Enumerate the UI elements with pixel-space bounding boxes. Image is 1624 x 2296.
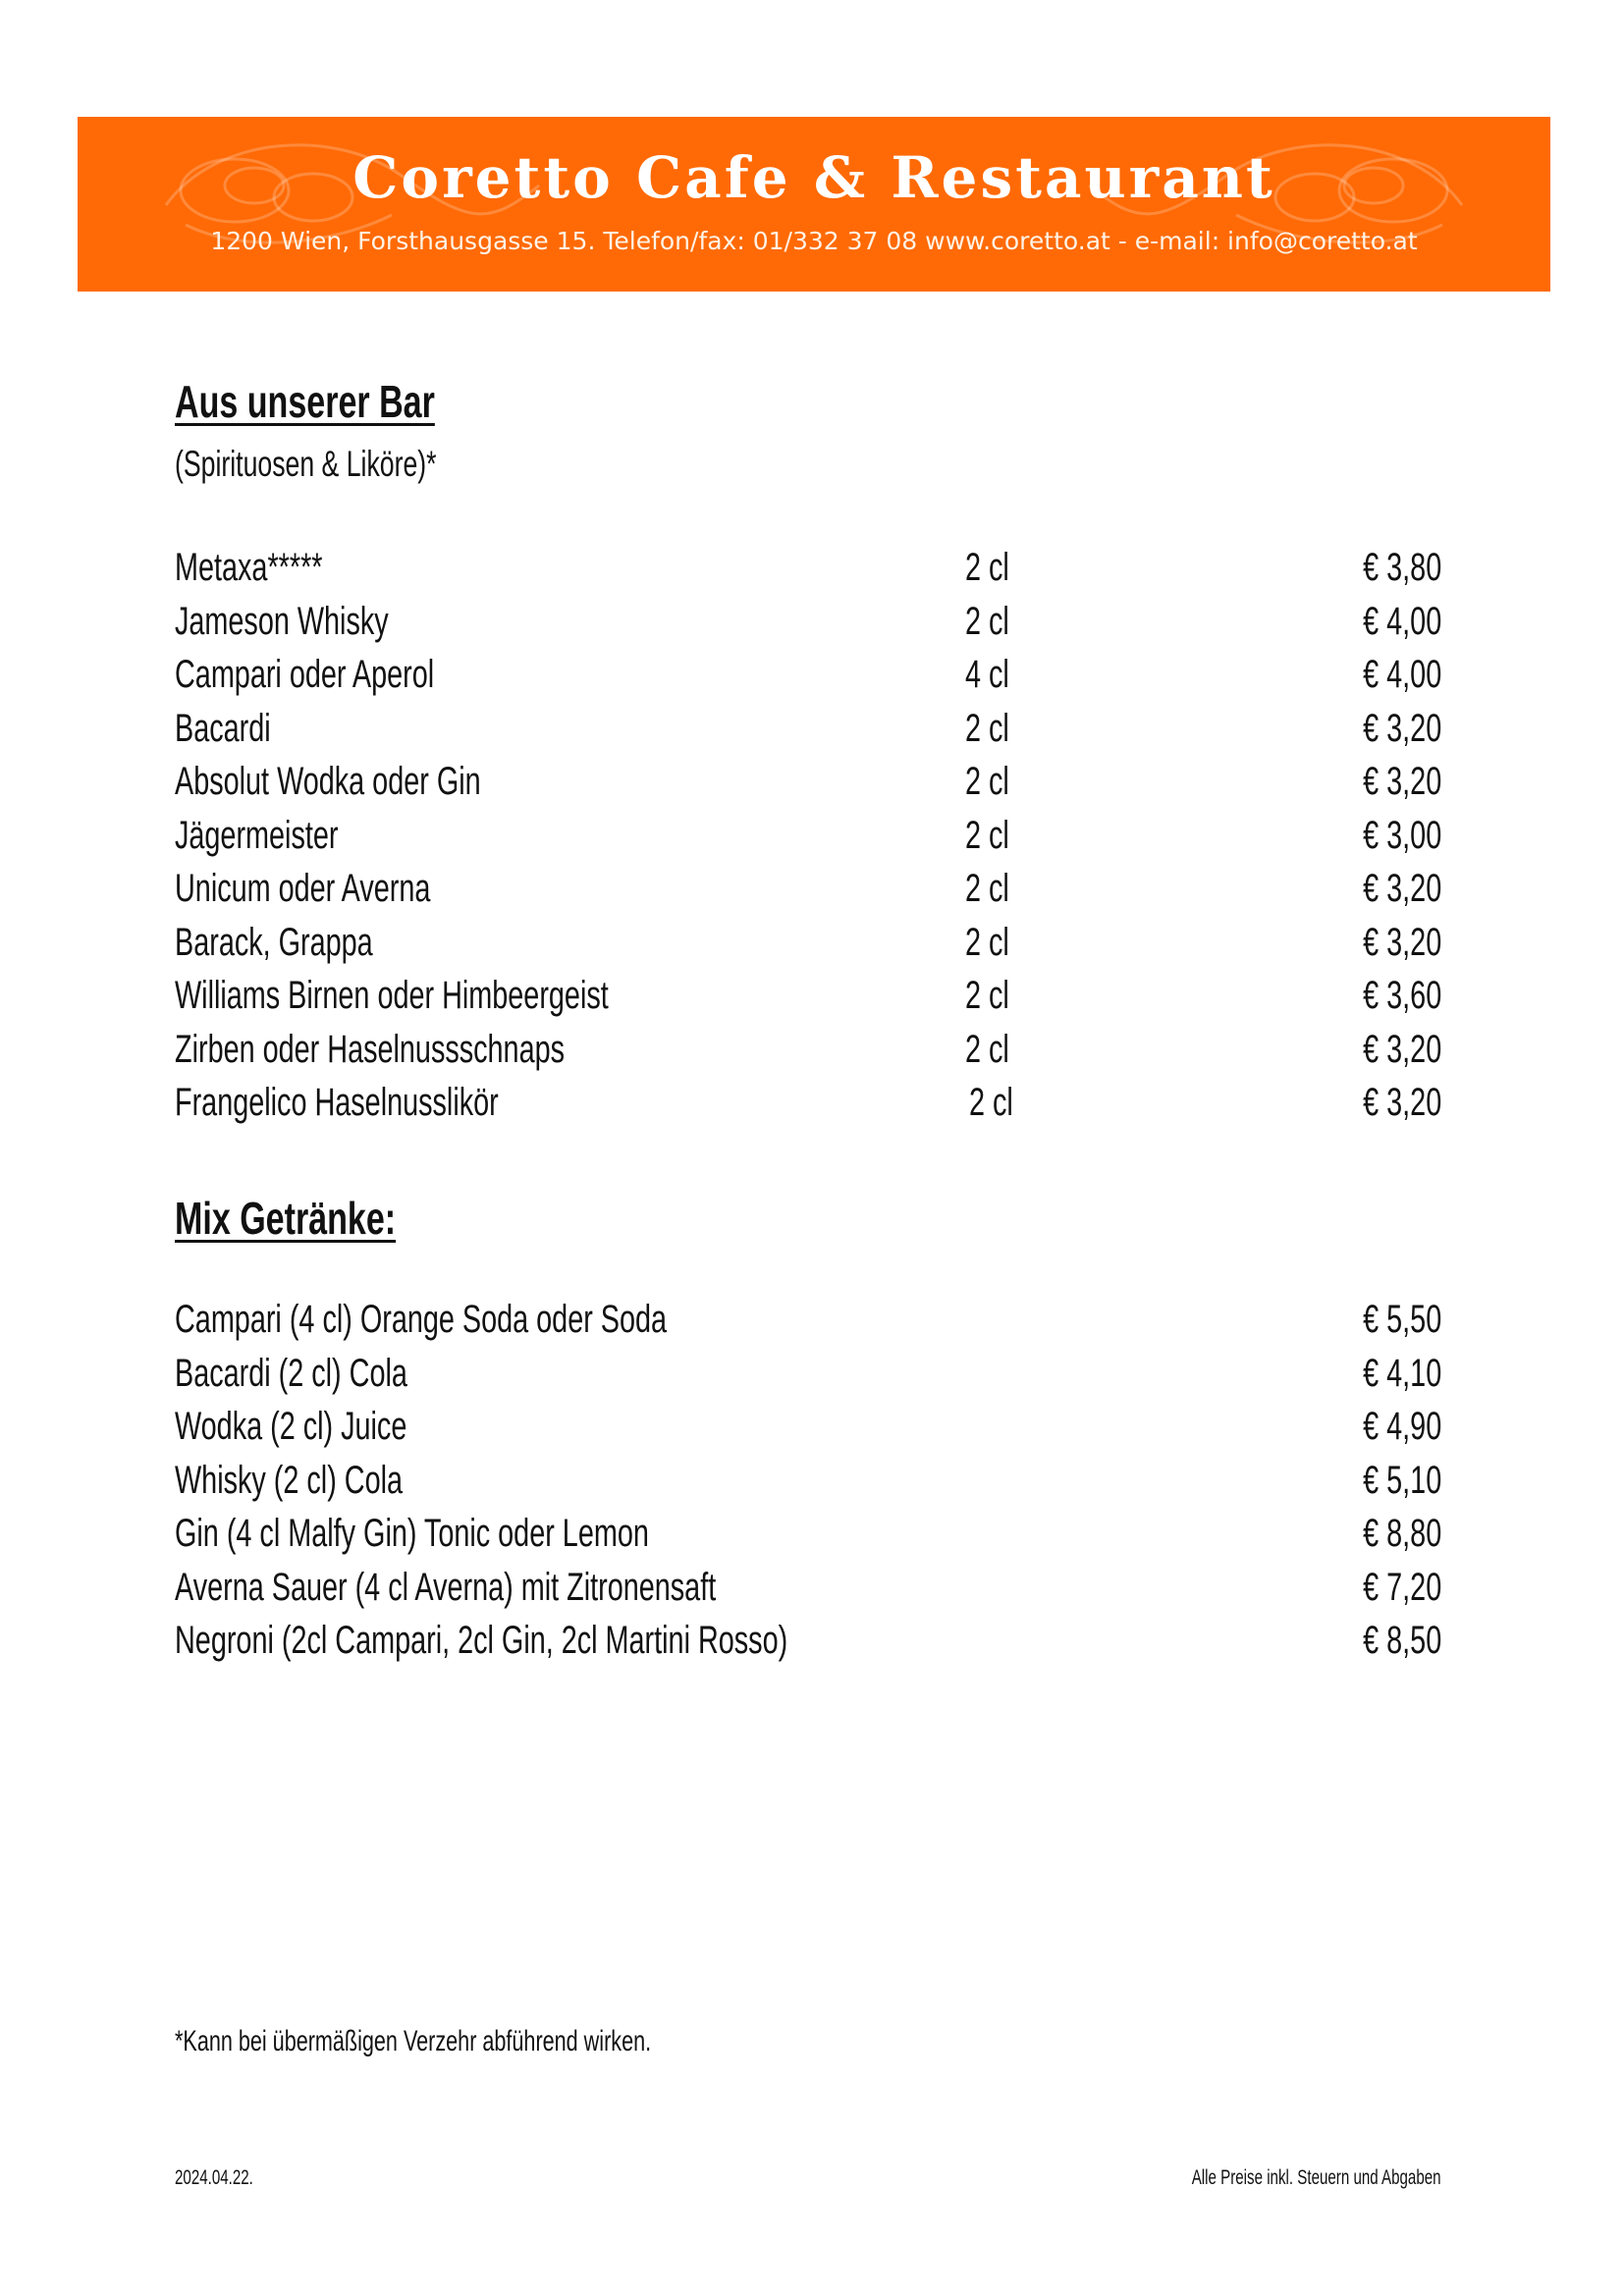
item-price: € 5,10 [1362, 1458, 1441, 1502]
item-volume: 2 cl [965, 920, 1009, 964]
list-item [175, 1405, 1441, 1459]
list-item [175, 867, 1441, 921]
item-volume: 2 cl [965, 760, 1009, 803]
item-volume: 4 cl [965, 653, 1009, 696]
item-volume: 2 cl [965, 974, 1009, 1017]
print-date: 2024.04.22. [175, 2166, 253, 2189]
list-item [175, 1298, 1441, 1352]
price-disclaimer: Alle Preise inkl. Steuern und Abgaben [1192, 2166, 1441, 2189]
item-volume: 2 cl [965, 813, 1009, 857]
item-price: € 3,60 [1362, 974, 1441, 1017]
item-price: € 3,00 [1362, 813, 1441, 857]
item-name: Williams Birnen oder Himbeergeist [175, 974, 609, 1017]
item-price: € 7,20 [1362, 1565, 1441, 1609]
list-item [175, 814, 1441, 868]
list-item [175, 546, 1441, 600]
item-name: Gin (4 cl Malfy Gin) Tonic oder Lemon [175, 1512, 649, 1555]
item-price: € 4,10 [1362, 1351, 1441, 1395]
bar-section-title: Aus unserer Bar [175, 376, 435, 427]
bar-menu-list [175, 546, 1441, 1135]
item-name: Absolut Wodka oder Gin [175, 760, 481, 803]
item-price: € 3,20 [1362, 1081, 1441, 1124]
item-price: € 3,80 [1362, 546, 1441, 589]
item-name: Whisky (2 cl) Cola [175, 1458, 404, 1502]
item-name: Negroni (2cl Campari, 2cl Gin, 2cl Martini Rosso) [175, 1619, 788, 1662]
item-volume: 2 cl [965, 706, 1009, 750]
list-item [175, 707, 1441, 761]
item-name: Barack, Grappa [175, 920, 373, 964]
header-banner [78, 117, 1550, 292]
item-price: € 5,50 [1362, 1298, 1441, 1341]
item-name: Campari oder Aperol [175, 653, 435, 696]
list-item [175, 1512, 1441, 1566]
item-name: Metaxa***** [175, 546, 323, 589]
item-name: Campari (4 cl) Orange Soda oder Soda [175, 1298, 668, 1341]
item-volume: 2 cl [965, 546, 1009, 589]
item-name: Jägermeister [175, 813, 339, 857]
mix-section-title: Mix Getränke: [175, 1193, 397, 1244]
footnote: *Kann bei übermäßigen Verzehr abführend wirken. [175, 2025, 652, 2057]
bar-section-subtitle: (Spirituosen & Liköre)* [175, 444, 437, 484]
item-volume: 2 cl [969, 1081, 1013, 1124]
item-name: Bacardi [175, 706, 271, 750]
list-item [175, 1566, 1441, 1620]
item-price: € 4,00 [1362, 599, 1441, 643]
item-name: Frangelico Haselnusslikör [175, 1081, 499, 1124]
item-price: € 8,50 [1362, 1619, 1441, 1662]
item-price: € 4,00 [1362, 653, 1441, 696]
item-name: Bacardi (2 cl) Cola [175, 1351, 407, 1395]
list-item [175, 600, 1441, 654]
item-volume: 2 cl [965, 599, 1009, 643]
list-item [175, 974, 1441, 1028]
item-name: Zirben oder Haselnussschnaps [175, 1027, 566, 1071]
list-item [175, 653, 1441, 707]
item-name: Averna Sauer (4 cl Averna) mit Zitronensaft [175, 1565, 717, 1609]
item-price: € 3,20 [1362, 867, 1441, 910]
item-price: € 8,80 [1362, 1512, 1441, 1555]
item-price: € 3,20 [1362, 920, 1441, 964]
mix-menu-list [175, 1298, 1441, 1673]
item-price: € 3,20 [1362, 760, 1441, 803]
list-item [175, 1081, 1441, 1135]
list-item [175, 1352, 1441, 1406]
list-item [175, 1028, 1441, 1082]
list-item [175, 1619, 1441, 1673]
item-price: € 3,20 [1362, 706, 1441, 750]
list-item [175, 1459, 1441, 1513]
item-name: Wodka (2 cl) Juice [175, 1405, 407, 1448]
item-volume: 2 cl [965, 867, 1009, 910]
list-item [175, 760, 1441, 814]
item-volume: 2 cl [965, 1027, 1009, 1071]
restaurant-title: Coretto Cafe & Restaurant [352, 144, 1275, 211]
item-price: € 3,20 [1362, 1027, 1441, 1071]
contact-info: 1200 Wien, Forsthausgasse 15. Telefon/fax: 01/332 37 08 www.coretto.at - e-mail: info@coretto.at [210, 227, 1418, 255]
item-price: € 4,90 [1362, 1405, 1441, 1448]
item-name: Jameson Whisky [175, 599, 389, 643]
list-item [175, 921, 1441, 975]
item-name: Unicum oder Averna [175, 867, 431, 910]
